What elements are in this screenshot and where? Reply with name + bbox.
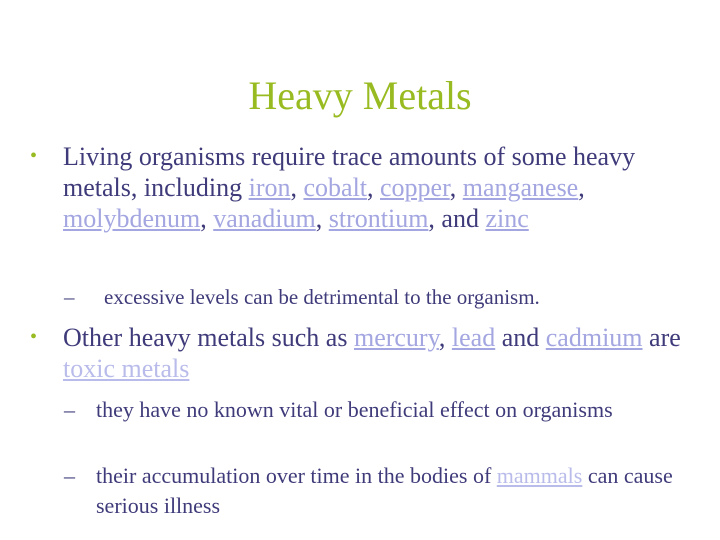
separator: , [578,173,585,202]
link-strontium[interactable]: strontium [328,204,429,233]
bullet-dot-icon: • [30,145,38,167]
link-zinc[interactable]: zinc [485,204,529,233]
sub-bullet-no-vital-effect [64,395,714,425]
link-vanadium[interactable]: vanadium [213,204,316,233]
sub-bullet-text: excessive levels can be detrimental to the organism. [104,285,540,309]
link-lead[interactable]: lead [451,323,496,352]
separator: , [315,204,329,233]
sub-bullet-text-part: can cause serious illness [96,463,673,518]
slide-title-text: Heavy Metals [248,73,472,118]
link-molybdenum[interactable]: molybdenum [63,204,201,233]
separator: , and [428,204,486,233]
separator: , [200,204,214,233]
sub-bullet-dash: – [64,285,75,309]
link-mammals[interactable]: mammals [496,463,583,488]
bullet-dot-icon: • [30,326,38,348]
separator: , [449,173,463,202]
sub-bullet-text [96,461,720,521]
bullet-trace-metals [30,141,700,234]
sub-bullet-text: they have no known vital or beneficial effect on organisms [96,397,613,422]
link-mercury[interactable]: mercury [353,323,439,352]
sub-bullet-accumulation [64,461,720,521]
sub-bullet-dash: – [64,463,75,488]
bullet-text [63,141,700,234]
sub-bullet-text-part: their accumulation over time in the bodies of [96,463,497,488]
sub-bullet-excessive-levels [64,282,714,312]
link-cadmium[interactable]: cadmium [545,323,643,352]
link-iron[interactable]: iron [248,173,291,202]
sub-bullet-dash: – [64,397,75,422]
link-manganese[interactable]: manganese [462,173,579,202]
bullet-text-part: Other heavy metals such as [63,323,354,352]
separator: , [438,323,452,352]
separator: are [642,323,681,352]
bullet-text [63,322,700,384]
bullet-text-part: Living organisms require trace amounts of some heavy metals, including [63,142,636,202]
link-copper[interactable]: copper [380,173,450,202]
link-cobalt[interactable]: cobalt [303,173,368,202]
slide-title [0,72,720,119]
separator: and [495,323,546,352]
bullet-toxic-metals [30,322,700,384]
link-toxic-metals[interactable]: toxic metals [63,354,190,383]
separator: , [367,173,381,202]
separator: , [290,173,304,202]
